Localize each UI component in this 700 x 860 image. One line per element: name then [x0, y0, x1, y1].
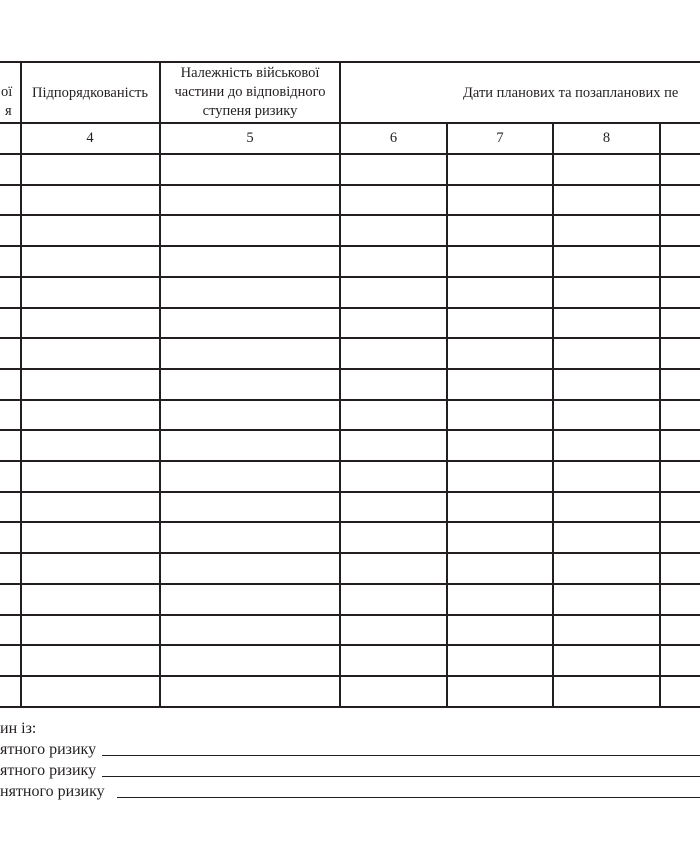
table-row-border [0, 552, 700, 554]
footer-line-1 [0, 720, 36, 738]
header-risk-level-line1: Належність військової [180, 65, 320, 81]
header-col3-fragment-bottom: я [5, 103, 12, 119]
header-dates-group: Дати планових та позапланових пе [463, 85, 679, 101]
table-row-border [0, 614, 700, 616]
footer-line-4 [0, 783, 700, 801]
footer-line-2-text: ятного ризику [0, 741, 97, 758]
header-subordination: Підпорядкованість [31, 85, 148, 101]
table-row-border [0, 337, 700, 339]
table-row-border [0, 521, 700, 523]
table-row-border [0, 368, 700, 370]
fill-in-line-2[interactable] [102, 755, 700, 756]
number-row-bottom-border [0, 153, 700, 155]
table-row-border [0, 675, 700, 677]
table-row-border [0, 245, 700, 247]
table-row-border [0, 644, 700, 646]
header-risk-level-line3: ступеня ризику [202, 103, 298, 119]
column-divider-5-6 [339, 61, 341, 707]
column-divider-8-9 [659, 122, 661, 707]
footer-line-1-text: ин із: [0, 720, 37, 737]
column-divider-4-5 [159, 61, 161, 707]
header-bottom-border [0, 122, 700, 124]
table-row-border [0, 214, 700, 216]
table-row-border [0, 307, 700, 309]
column-divider-6-7 [446, 122, 448, 707]
table-row-border [0, 429, 700, 431]
header-risk-level-line2: частини до відповідного [174, 84, 326, 100]
table-row-border [0, 399, 700, 401]
table-row-border [0, 706, 700, 708]
table-row-border [0, 491, 700, 493]
fill-in-line-3[interactable] [102, 776, 700, 777]
column-divider-3-4 [20, 61, 22, 707]
column-divider-7-8 [552, 122, 554, 707]
column-number-6: 6 [389, 130, 398, 146]
footer-line-3 [0, 762, 700, 780]
table-row-border [0, 276, 700, 278]
table-row-border [0, 460, 700, 462]
table-top-border [0, 61, 700, 63]
column-number-5: 5 [246, 130, 254, 146]
column-number-7: 7 [496, 130, 504, 146]
column-number-4: 4 [86, 130, 94, 146]
footer-line-2 [0, 741, 700, 759]
footer-line-3-text: ятного ризику [0, 762, 97, 779]
fill-in-line-4[interactable] [117, 797, 700, 798]
footer-line-4-text: нятного ризику [0, 783, 105, 800]
table-row-border [0, 583, 700, 585]
table-row-border [0, 184, 700, 186]
column-number-8: 8 [602, 130, 611, 146]
header-col3-fragment-top: ої [1, 84, 13, 100]
